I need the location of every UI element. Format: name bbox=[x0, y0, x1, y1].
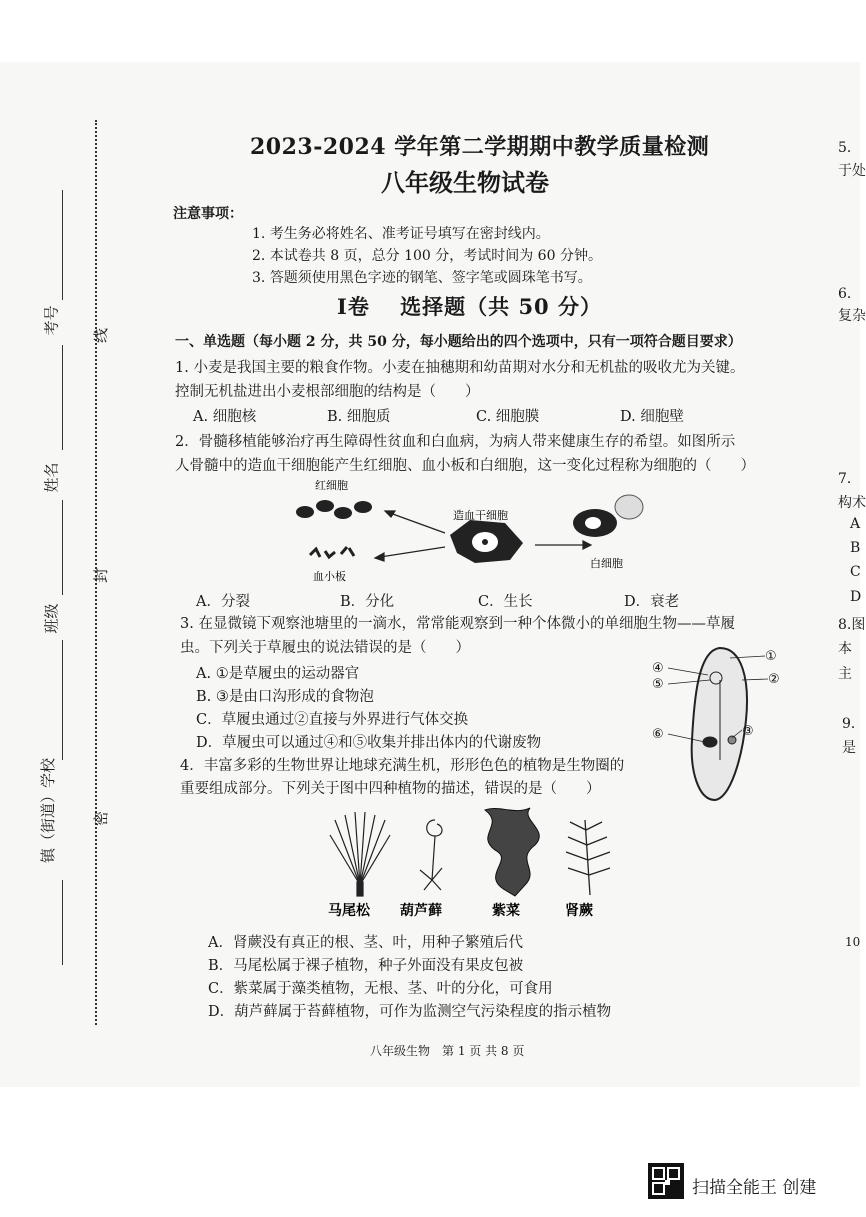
q1-option-b: B. 细胞质 bbox=[327, 409, 391, 425]
seal-char-seal: 封 bbox=[92, 567, 111, 584]
paramecium-body bbox=[692, 648, 747, 800]
q3-option-b: B. ③是由口沟形成的食物泡 bbox=[196, 689, 374, 705]
plant-label-fern: 肾蕨 bbox=[565, 903, 593, 919]
label-5: ⑤ bbox=[652, 677, 664, 692]
q3-line-2: 虫。下列关于草履虫的说法错误的是（ ） bbox=[180, 640, 470, 656]
right-fragment: 于处 bbox=[838, 163, 866, 179]
q4-option-c: C．紫菜属于藻类植物，无根、茎、叶的分化，可食用 bbox=[208, 981, 553, 997]
notice-item-3: 3. 答题须使用黑色字迹的钢笔、签字笔或圆珠笔书写。 bbox=[252, 270, 592, 286]
plant-label-moss: 葫芦藓 bbox=[400, 903, 442, 919]
fill-line-class bbox=[62, 500, 63, 595]
right-fragment: B bbox=[850, 540, 861, 556]
pine-drawing bbox=[330, 812, 390, 896]
q1-line-1: 1. 小麦是我国主要的粮食作物。小麦在抽穗期和幼苗期对水分和无机盐的吸收尤为关键。 bbox=[175, 360, 745, 376]
moss-drawing bbox=[420, 820, 442, 890]
section-instruction: 一、单选题（每小题 2 分，共 50 分，每小题给出的四个选项中，只有一项符合题目要求） bbox=[175, 334, 742, 350]
right-fragment: 9． bbox=[842, 716, 865, 732]
scanner-watermark: 扫描全能王 创建 bbox=[692, 1178, 817, 1198]
plant-label-seaweed: 紫菜 bbox=[492, 903, 520, 919]
q1-option-c: C. 细胞膜 bbox=[476, 409, 540, 425]
seaweed-drawing bbox=[485, 808, 539, 896]
fern-drawing bbox=[566, 820, 610, 895]
qr-code-icon bbox=[648, 1163, 684, 1199]
q2-option-c: C．生长 bbox=[478, 594, 533, 610]
q3-line-1: 3. 在显微镜下观察池塘里的一滴水，常常能观察到一种个体微小的单细胞生物——草履 bbox=[180, 616, 735, 632]
label-4: ④ bbox=[652, 661, 664, 676]
fill-line-name bbox=[62, 345, 63, 450]
q3-option-c: C．草履虫通过②直接与外界进行气体交换 bbox=[196, 712, 469, 728]
platelets bbox=[310, 547, 354, 557]
seal-char-line: 线 bbox=[92, 327, 111, 344]
fill-line-school-a bbox=[62, 640, 63, 760]
q4-line-1: 4．丰富多彩的生物世界让地球充满生机，形形色色的植物是生物圈的 bbox=[180, 758, 625, 774]
notice-item-2: 2. 本试卷共 8 页，总分 100 分，考试时间为 60 分钟。 bbox=[252, 248, 602, 264]
fill-line-exam-number bbox=[62, 190, 63, 300]
q4-option-b: B．马尾松属于裸子植物，种子外面没有果皮包被 bbox=[208, 958, 524, 974]
exam-subtitle: 八年级生物试卷 bbox=[381, 168, 549, 197]
label-school: 镇（街道）学校 bbox=[39, 757, 58, 864]
blood-cell-diagram bbox=[285, 475, 685, 590]
fill-line-school-b bbox=[62, 880, 63, 965]
right-fragment: 5． bbox=[838, 140, 861, 156]
label-6: ⑥ bbox=[652, 727, 664, 742]
right-fragment: D bbox=[850, 589, 862, 605]
q2-line-2: 人骨髓中的造血干细胞能产生红细胞、血小板和白细胞，这一变化过程称为细胞的（ ） bbox=[175, 458, 755, 474]
q2-option-d: D．衰老 bbox=[624, 594, 680, 610]
page-footer: 八年级生物 第 1 页 共 8 页 bbox=[370, 1044, 525, 1058]
right-fragment: 复杂 bbox=[838, 308, 866, 324]
q1-line-2: 控制无机盐进出小麦根部细胞的结构是（ ） bbox=[175, 384, 480, 400]
right-fragment: 6． bbox=[838, 286, 861, 302]
right-fragment: 7． bbox=[838, 471, 861, 487]
label-platelet: 血小板 bbox=[313, 570, 346, 583]
label-name: 姓名 bbox=[42, 462, 61, 493]
label-1: ① bbox=[765, 649, 777, 664]
plant-label-pine: 马尾松 bbox=[328, 903, 370, 919]
right-fragment: 本 bbox=[838, 641, 852, 657]
right-fragment: C bbox=[850, 564, 861, 580]
q1-option-d: D. 细胞壁 bbox=[620, 409, 684, 425]
section-title: Ⅰ卷 选择题（共 50 分） bbox=[337, 294, 602, 319]
q1-option-a: A. 细胞核 bbox=[193, 409, 257, 425]
label-wbc: 白细胞 bbox=[590, 557, 623, 570]
right-fragment: 8.图 bbox=[838, 617, 866, 633]
right-fragment: 主 bbox=[838, 666, 852, 682]
label-class: 班级 bbox=[42, 603, 61, 634]
q4-line-2: 重要组成部分。下列关于图中四种植物的描述，错误的是（ ） bbox=[180, 781, 601, 797]
seal-char-secret: 密 bbox=[92, 810, 111, 827]
label-3: ③ bbox=[742, 724, 754, 739]
label-exam-number: 考号 bbox=[42, 305, 61, 336]
right-fragment: 构术 bbox=[838, 495, 866, 511]
label-2: ② bbox=[768, 672, 780, 687]
q3-option-d: D．草履虫可以通过④和⑤收集并排出体内的代谢废物 bbox=[196, 735, 542, 751]
plants-figure bbox=[320, 800, 640, 920]
q2-option-a: A．分裂 bbox=[196, 594, 250, 610]
paramecium-diagram bbox=[650, 640, 790, 810]
red-blood-cells bbox=[296, 500, 372, 519]
right-fragment: 是 bbox=[842, 740, 856, 756]
q4-option-a: A．肾蕨没有真正的根、茎、叶，用种子繁殖后代 bbox=[208, 935, 523, 951]
q3-option-a: A. ①是草履虫的运动器官 bbox=[196, 666, 360, 682]
right-fragment: 10 bbox=[845, 935, 861, 949]
right-fragment: A bbox=[850, 516, 861, 532]
exam-title: 2023-2024 学年第二学期期中教学质量检测 bbox=[250, 134, 710, 160]
label-rbc: 红细胞 bbox=[315, 479, 348, 492]
q2-line-1: 2．骨髓移植能够治疗再生障碍性贫血和白血病，为病人带来健康生存的希望。如图所示 bbox=[175, 434, 736, 450]
label-stem-cell: 造血干细胞 bbox=[453, 509, 508, 522]
q2-option-b: B．分化 bbox=[340, 594, 395, 610]
q4-option-d: D．葫芦藓属于苔藓植物，可作为监测空气污染程度的指示植物 bbox=[208, 1004, 612, 1020]
notice-item-1: 1. 考生务必将姓名、准考证号填写在密封线内。 bbox=[252, 226, 550, 242]
notice-heading: 注意事项： bbox=[173, 206, 243, 222]
